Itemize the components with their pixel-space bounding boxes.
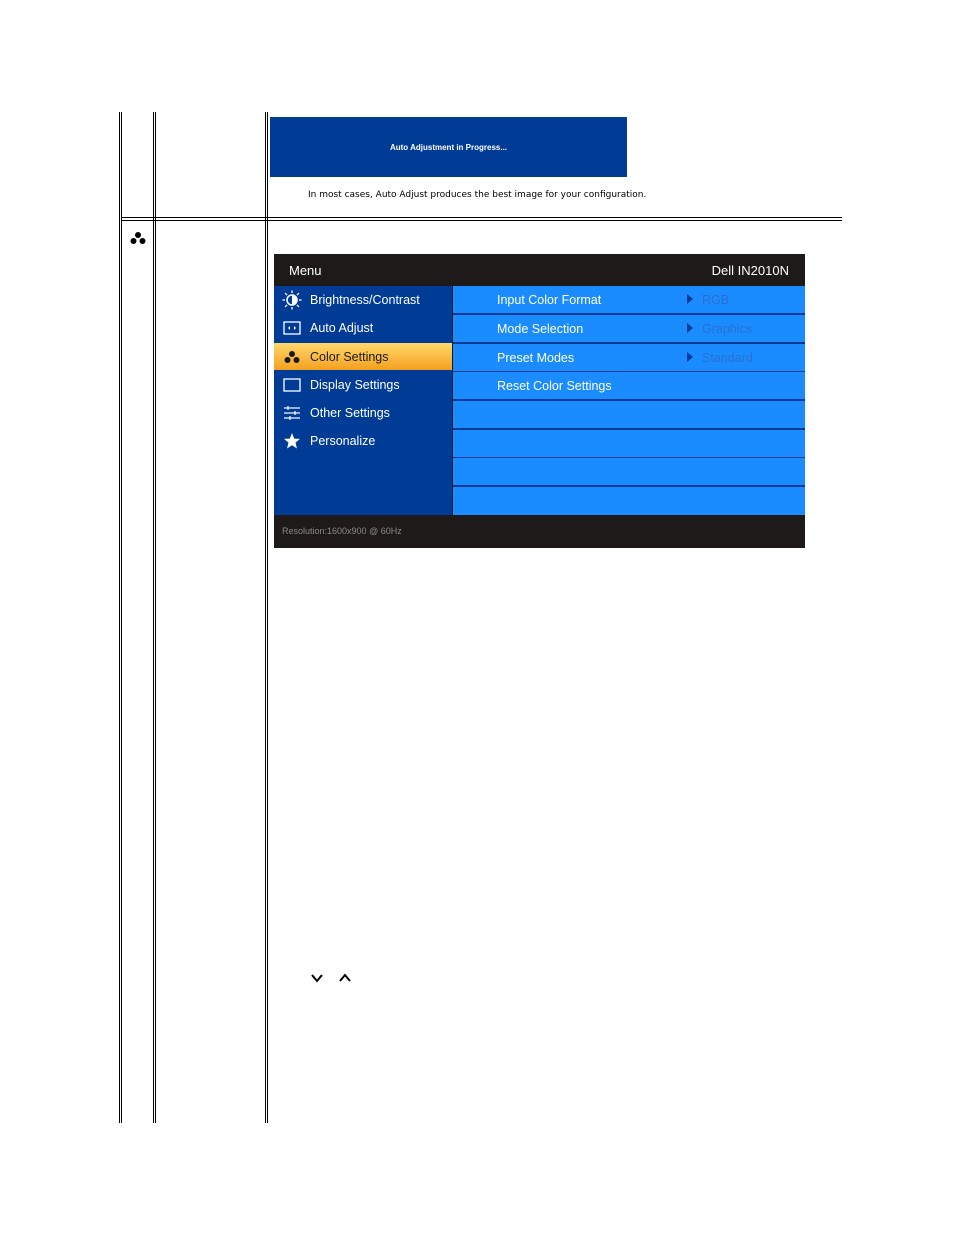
- submenu-input-color-format[interactable]: [453, 286, 805, 313]
- row-divider-top: [121, 217, 842, 218]
- brightness-icon: [274, 290, 310, 310]
- nav-arrows: [310, 973, 352, 983]
- menu-item-color-settings[interactable]: [274, 343, 452, 370]
- color-settings-icon: [274, 350, 310, 364]
- osd-header: [274, 254, 805, 286]
- resolution-readout: Resolution:1600x900 @ 60Hz: [282, 526, 402, 536]
- other-settings-icon: [274, 406, 310, 420]
- chevron-down-icon: [310, 973, 324, 983]
- table-divider-1: [153, 112, 154, 1123]
- menu-item-auto-adjust[interactable]: [274, 314, 452, 341]
- submenu-reset-color-settings[interactable]: [453, 372, 805, 399]
- submenu-label: Reset Color Settings: [497, 379, 612, 393]
- row-divider-bottom: [121, 220, 842, 221]
- menu-item-label: Auto Adjust: [310, 320, 374, 335]
- submenu-label: Input Color Format: [497, 293, 602, 307]
- osd-title: Menu: [289, 263, 322, 278]
- submenu-mode-selection[interactable]: [453, 315, 805, 342]
- menu-item-label: Personalize: [310, 433, 376, 448]
- banner-text: Auto Adjustment in Progress...: [389, 142, 508, 152]
- menu-item-label: Other Settings: [310, 405, 390, 420]
- submenu-label: Mode Selection: [497, 322, 584, 336]
- table-divider-2: [265, 112, 266, 1123]
- osd-menu: [274, 254, 805, 548]
- submenu-label: Preset Modes: [497, 351, 575, 365]
- submenu-preset-modes[interactable]: [453, 344, 805, 371]
- table-border-left-outer: [119, 112, 120, 1123]
- auto-adjust-banner: [270, 117, 627, 177]
- auto-adjust-note: In most cases, Auto Adjust produces the best image for your configuration.: [308, 190, 647, 200]
- osd-submenu: [453, 286, 805, 515]
- chevron-up-icon: [338, 973, 352, 983]
- submenu-value: Graphics: [702, 322, 753, 336]
- menu-item-label: Brightness/Contrast: [310, 292, 420, 307]
- display-settings-icon: [274, 378, 310, 392]
- arrow-right-icon: [687, 323, 693, 333]
- submenu-value: RGB: [702, 293, 730, 307]
- submenu-empty-row: [453, 401, 805, 428]
- arrow-right-icon: [687, 352, 693, 362]
- auto-adjust-icon: [274, 321, 310, 335]
- osd-main-menu: [274, 286, 452, 515]
- table-divider-1b: [155, 112, 156, 1123]
- table-divider-2b: [267, 112, 268, 1123]
- submenu-empty-row: [453, 430, 805, 457]
- table-border-left-inner: [121, 112, 122, 1123]
- arrow-right-icon: [687, 294, 693, 304]
- menu-item-personalize[interactable]: [274, 427, 452, 454]
- color-settings-icon: [130, 231, 146, 245]
- menu-item-display-settings[interactable]: [274, 371, 452, 398]
- menu-item-label: Display Settings: [310, 377, 400, 392]
- menu-item-label: Color Settings: [310, 349, 389, 364]
- submenu-empty-row: [453, 487, 805, 515]
- submenu-empty-row: [453, 458, 805, 485]
- menu-item-other-settings[interactable]: [274, 399, 452, 426]
- osd-model: Dell IN2010N: [711, 263, 789, 278]
- osd-footer: [274, 515, 805, 548]
- menu-item-brightness-contrast[interactable]: [274, 286, 452, 313]
- star-icon: [274, 432, 310, 450]
- submenu-value: Standard: [702, 351, 753, 365]
